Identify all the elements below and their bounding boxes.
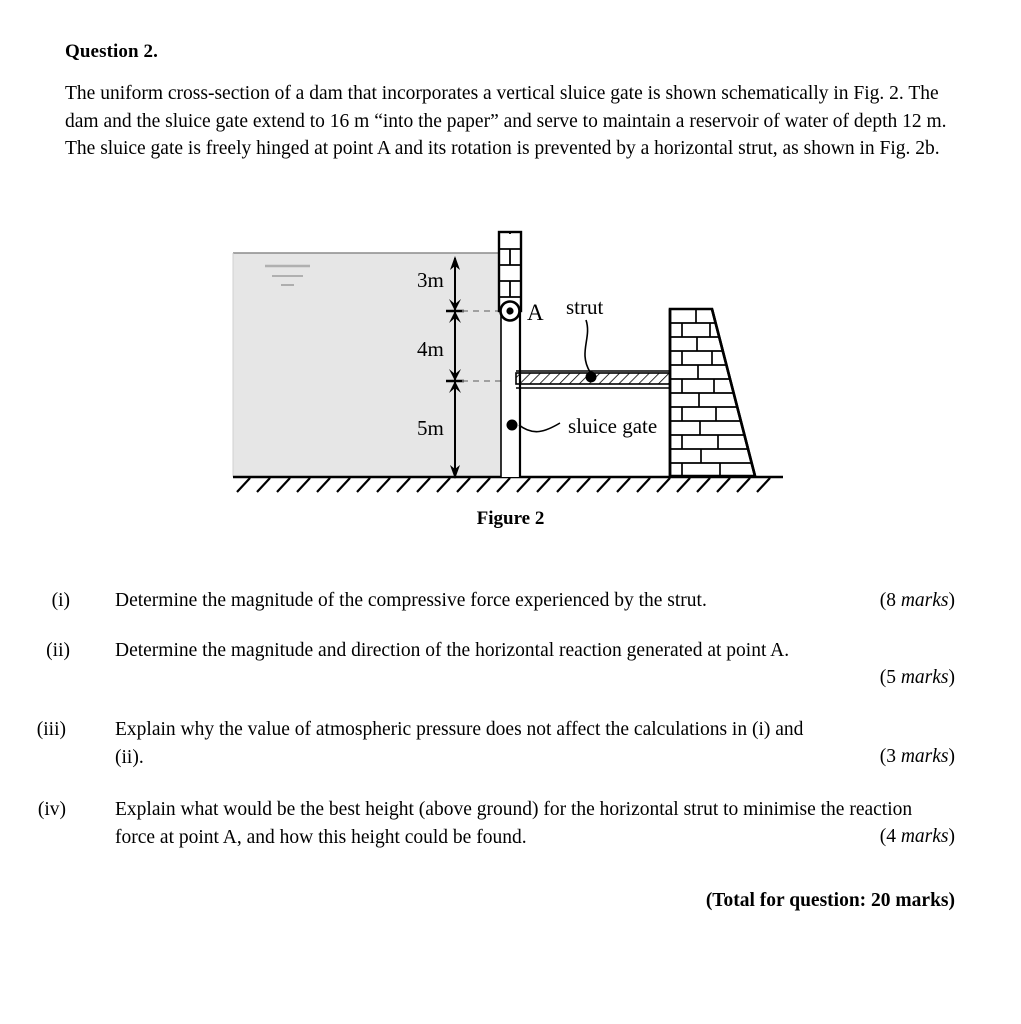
question-text-iv: Explain what would be the best height (above ground) for the horizontal strut to minimise the reaction force at point A, and how this height could be found. — [115, 799, 913, 848]
question-text-i: Determine the magnitude of the compressive force experienced by the strut. — [115, 590, 707, 611]
marks-close-ii: ) — [948, 667, 955, 688]
question-text-iii: Explain why the value of atmospheric pressure does not affect the calculations in (i) and (ii). — [115, 719, 804, 768]
intro-text: The uniform cross-section of a dam that incorporates a vertical sluice gate is shown schematically in Fig. 2. The dam and the sluice gate extend to 16 m “into the paper” and serve to maintain a reservoir of water of depth 12 m. The sluice gate is freely hinged at point A and its rotation is prevented by a horizontal strut, as shown in Fig. 2b. — [65, 83, 947, 159]
dimension-label-4m: 4m — [417, 337, 444, 361]
ground-line — [233, 477, 783, 492]
dimension-label-3m: 3m — [417, 268, 444, 292]
question-marks-ii — [880, 664, 955, 692]
marks-count-iv: (4 — [879, 826, 901, 847]
total-marks-line: (Total for question: 20 marks) — [705, 890, 955, 911]
figure-caption: Figure 2 — [476, 508, 545, 529]
marks-count-i: (8 — [879, 590, 901, 611]
sluice-gate-annotation-dot — [507, 420, 518, 431]
strut-label: strut — [566, 295, 604, 319]
brick-column-above-hinge — [499, 232, 521, 311]
marks-word-ii: marks — [900, 667, 949, 688]
page-title: Question 2. — [65, 41, 158, 62]
sluice-gate-label: sluice gate — [568, 414, 658, 438]
marks-count-iii: (3 — [879, 746, 901, 767]
sluice-gate-plate — [501, 311, 520, 477]
question-text-ii: Determine the magnitude and direction of the horizontal reaction generated at point A. — [115, 640, 790, 661]
sluice-gate-leader-line — [507, 420, 561, 432]
brick-dam-wall — [670, 309, 755, 476]
reservoir-water — [233, 253, 501, 477]
figure-2-diagram — [0, 220, 1021, 510]
dam-schematic-svg — [0, 220, 1021, 510]
hinge-label-A: A — [527, 300, 544, 325]
question-marks-i — [880, 587, 955, 615]
question-marks-iv — [880, 823, 955, 851]
marks-word-iii: marks — [900, 746, 949, 767]
strut-annotation-dot — [586, 372, 597, 383]
marks-word-iv: marks — [900, 826, 949, 847]
question-number-iv: (iv) — [37, 799, 66, 820]
ground-hatching — [237, 478, 770, 492]
question-number-ii: (ii) — [46, 640, 70, 661]
marks-close-iii: ) — [948, 746, 955, 767]
question-intro-paragraph — [65, 80, 955, 163]
marks-close-iv: ) — [948, 826, 955, 847]
question-number-iii: (iii) — [36, 719, 66, 740]
marks-close-i: ) — [948, 590, 955, 611]
marks-word-i: marks — [900, 590, 949, 611]
marks-count-ii: (5 — [879, 667, 901, 688]
question-number-i: (i) — [51, 590, 70, 611]
question-marks-iii — [880, 743, 955, 771]
dimension-label-5m: 5m — [417, 416, 444, 440]
hinge-pin-symbol — [501, 302, 520, 321]
